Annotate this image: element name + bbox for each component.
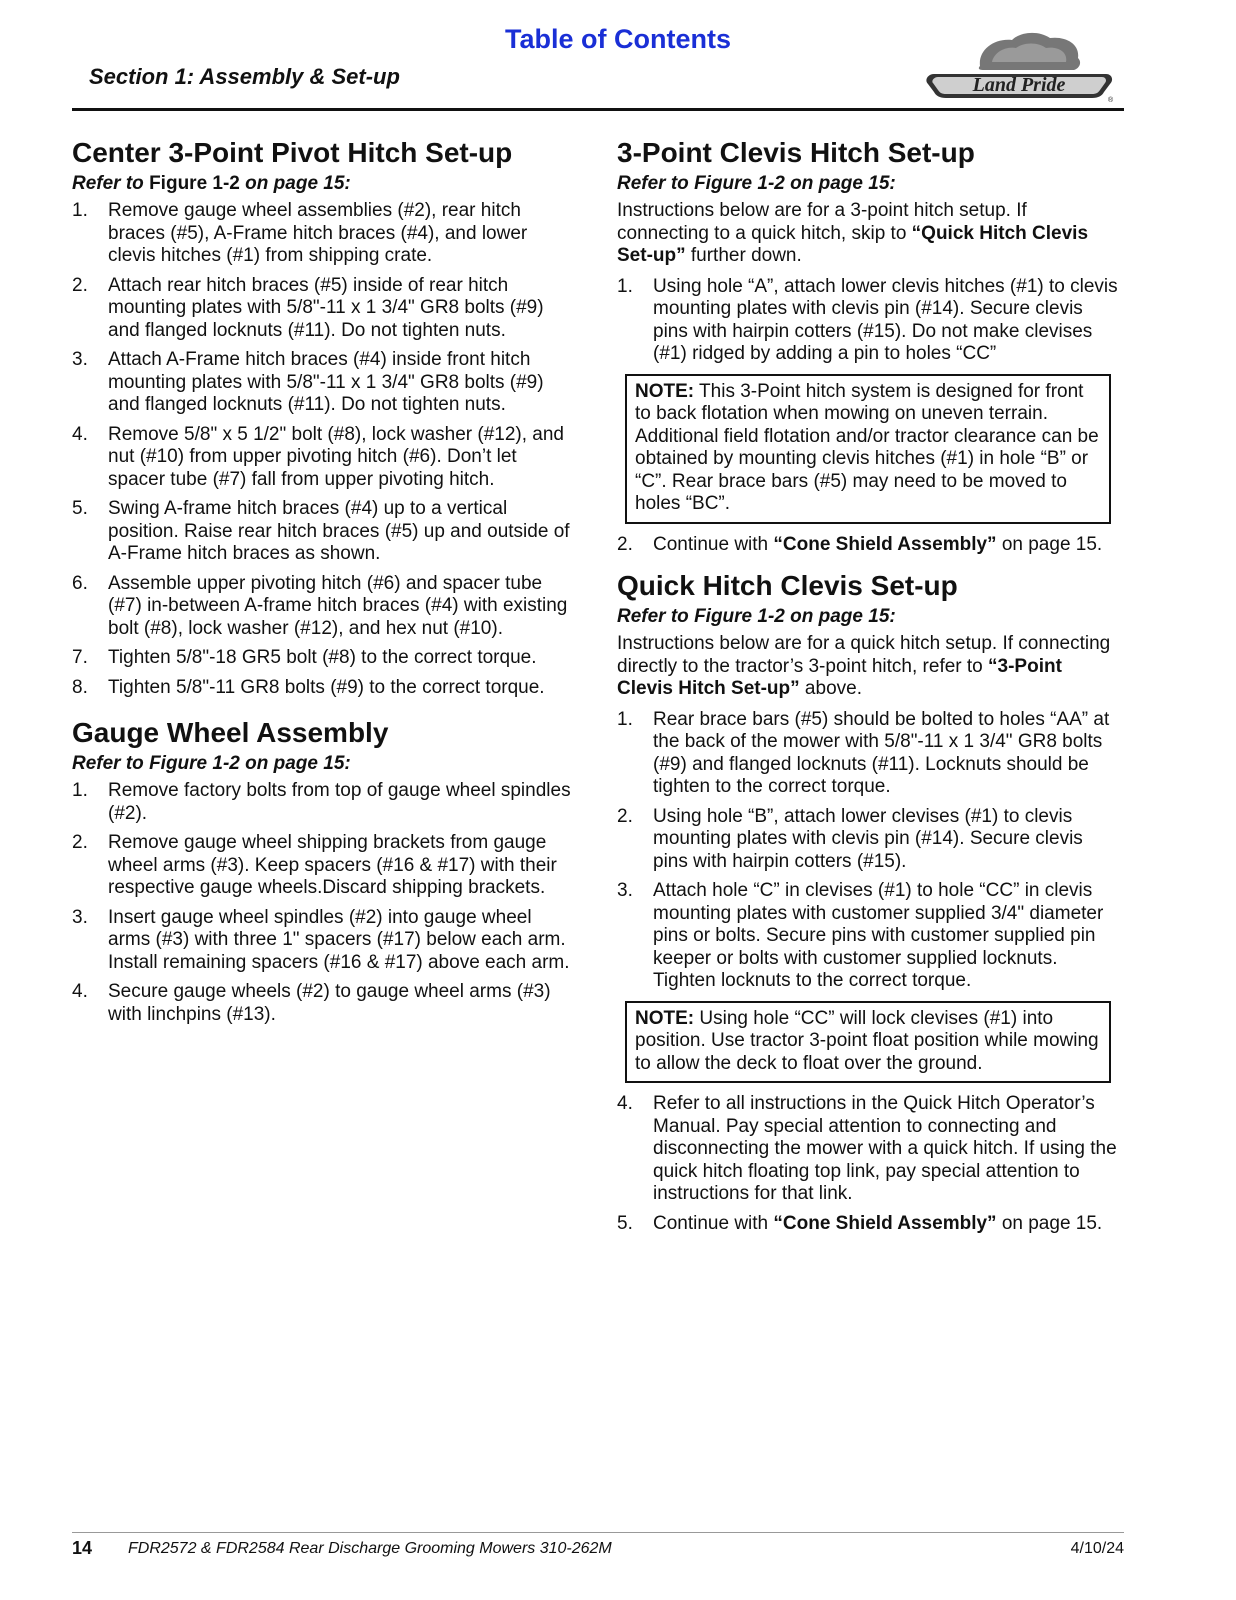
heading-gauge-wheel-assembly: Gauge Wheel Assembly xyxy=(72,717,389,748)
list-item: 1. Using hole “A”, attach lower clevis hitches (#1) to clevis mounting plates with clevis pin (#14). Secure clevis pins with hairpin cotters (#15). Do not make clevises (#1) ridged by adding a pin to holes “CC” xyxy=(617,275,1118,364)
gauge-wheel-steps xyxy=(72,780,576,1026)
svg-text:Land Pride: Land Pride xyxy=(972,74,1066,96)
heading-quick-hitch-clevis: Quick Hitch Clevis Set-up xyxy=(617,570,958,601)
list-item: 1. Remove factory bolts from top of gauge wheel spindles (#2). xyxy=(72,780,571,824)
header-rule xyxy=(72,108,1124,111)
list-item: 3. Attach hole “C” in clevises (#1) to hole “CC” in clevis mounting plates with customer supplied 3/4" diameter pins or bolts. Secure pins with customer supplied pin keeper or bolts with customer supplied locknuts. Tighten locknuts to the correct torque. xyxy=(617,880,1104,991)
list-item: 8. Tighten 5/8"-11 GR8 bolts (#9) to the correct torque. xyxy=(72,676,545,698)
footer-rule xyxy=(72,1532,1124,1533)
footer-date: 4/10/24 xyxy=(1070,1540,1124,1557)
heading-3-point-clevis-hitch: 3-Point Clevis Hitch Set-up xyxy=(617,137,975,168)
list-item: 4. Secure gauge wheels (#2) to gauge wheel arms (#3) with linchpins (#13). xyxy=(72,981,551,1025)
list-item: 2. Remove gauge wheel shipping brackets from gauge wheel arms (#3). Keep spacers (#16 & #17) with their respective gauge wheels.Discard shipping brackets. xyxy=(72,832,557,898)
list-item: 4. Refer to all instructions in the Quick Hitch Operator’s Manual. Pay special attention to connecting and disconnecting the mower with a quick hitch. If using the quick hitch floating top link, pay special attention to instructions for that link. xyxy=(617,1093,1117,1204)
quick-hitch-steps xyxy=(617,709,1121,993)
clevis-hitch-steps-continued xyxy=(617,534,1121,557)
svg-text:®: ® xyxy=(1108,97,1114,104)
right-column xyxy=(617,136,1121,1242)
cross-reference-link[interactable]: “Quick Hitch Clevis Set-up” xyxy=(617,222,1089,266)
figure-reference: Refer to Figure 1-2 on page 15: xyxy=(617,173,896,194)
left-column xyxy=(72,136,576,1033)
list-item: 7. Tighten 5/8"-18 GR5 bolt (#8) to the correct torque. xyxy=(72,647,537,668)
list-item: 2. Continue with “Cone Shield Assembly” on page 15. xyxy=(617,533,1103,555)
list-item: 5. Continue with “Cone Shield Assembly” on page 15. xyxy=(617,1212,1103,1234)
list-item: 3. Attach A-Frame hitch braces (#4) inside front hitch mounting plates with 5/8"-11 x 1 3/4" GR8 bolts (#9) and flanged locknuts (#11). Do not tighten nuts. xyxy=(72,349,544,415)
list-item: 5. Swing A-frame hitch braces (#4) up to a vertical position. Raise rear hitch braces (#5) up and outside of A-Frame hitch braces as shown. xyxy=(72,498,570,564)
list-item: 1. Remove gauge wheel assemblies (#2), rear hitch braces (#5), A-Frame hitch braces (#4), and lower clevis hitches (#1) from shipping crate. xyxy=(72,200,528,266)
page-number: 14 xyxy=(72,1538,93,1558)
list-item: 6. Assemble upper pivoting hitch (#6) and spacer tube (#7) in-between A-frame hitch braces (#4) with existing bolt (#8), lock washer (#12), and hex nut (#10). xyxy=(72,572,568,639)
table-of-contents-link[interactable]: Table of Contents xyxy=(505,24,731,54)
center-pivot-steps xyxy=(72,200,576,699)
cross-reference-link[interactable]: “Cone Shield Assembly” xyxy=(773,1212,997,1234)
note-box: NOTE: This 3-Point hitch system is designed for front to back flotation when mowing on uneven terrain. Additional field flotation and/or tractor clearance can be obtained by mounting clevis hitches (#1) in hole “B” or “C”. Rear brace bars (#5) may need to be moved to holes “BC”. xyxy=(625,374,1111,524)
intro-paragraph: Instructions below are for a quick hitch setup. If connecting directly to the tractor’s 3-point hitch, refer to “3-Point Clevis Hitch Set-up” above. xyxy=(617,633,1111,699)
cross-reference-link[interactable]: “Cone Shield Assembly” xyxy=(773,533,997,555)
quick-hitch-steps-continued xyxy=(617,1093,1121,1235)
land-pride-logo xyxy=(920,28,1118,106)
figure-reference: Refer to Figure 1-2 on page 15: xyxy=(72,753,351,774)
heading-center-pivot-hitch: Center 3-Point Pivot Hitch Set-up xyxy=(72,137,513,168)
list-item: 2. Attach rear hitch braces (#5) inside of rear hitch mounting plates with 5/8"-11 x 1 3/4" GR8 bolts (#9) and flanged locknuts (#11). Do not tighten nuts. xyxy=(72,274,544,341)
figure-reference: Refer to Figure 1-2 on page 15: xyxy=(72,173,351,194)
footer-title: FDR2572 & FDR2584 Rear Discharge Grooming Mowers 310-262M xyxy=(128,1540,612,1557)
list-item: 2. Using hole “B”, attach lower clevises (#1) to clevis mounting plates with clevis pin (#14). Secure clevis pins with hairpin cotters (#15). xyxy=(617,805,1083,872)
cross-reference-link[interactable]: “3-Point Clevis Hitch Set-up” xyxy=(617,655,1062,699)
section-title: Section 1: Assembly & Set-up xyxy=(89,64,400,89)
figure-reference: Refer to Figure 1-2 on page 15: xyxy=(617,606,896,627)
list-item: 1. Rear brace bars (#5) should be bolted to holes “AA” at the back of the mower with 5/8"-11 x 1 3/4" GR8 bolts (#9) and flanged locknuts (#11). Locknuts should be tighten to the correct torque. xyxy=(617,708,1110,797)
clevis-hitch-steps xyxy=(617,276,1121,366)
intro-paragraph: Instructions below are for a 3-point hitch setup. If connecting to a quick hitch, skip to “Quick Hitch Clevis Set-up” further down. xyxy=(617,200,1089,266)
list-item: 3. Insert gauge wheel spindles (#2) into gauge wheel arms (#3) with three 1" spacers (#17) below each arm. Install remaining spacers (#16 & #17) above each arm. xyxy=(72,906,570,973)
note-box: NOTE: Using hole “CC” will lock clevises (#1) into position. Use tractor 3-point float position while mowing to allow the deck to float over the ground. xyxy=(625,1001,1111,1084)
list-item: 4. Remove 5/8" x 5 1/2" bolt (#8), lock washer (#12), and nut (#10) from upper pivoting hitch (#6). Don’t let spacer tube (#7) fall from upper pivoting hitch. xyxy=(72,423,564,490)
